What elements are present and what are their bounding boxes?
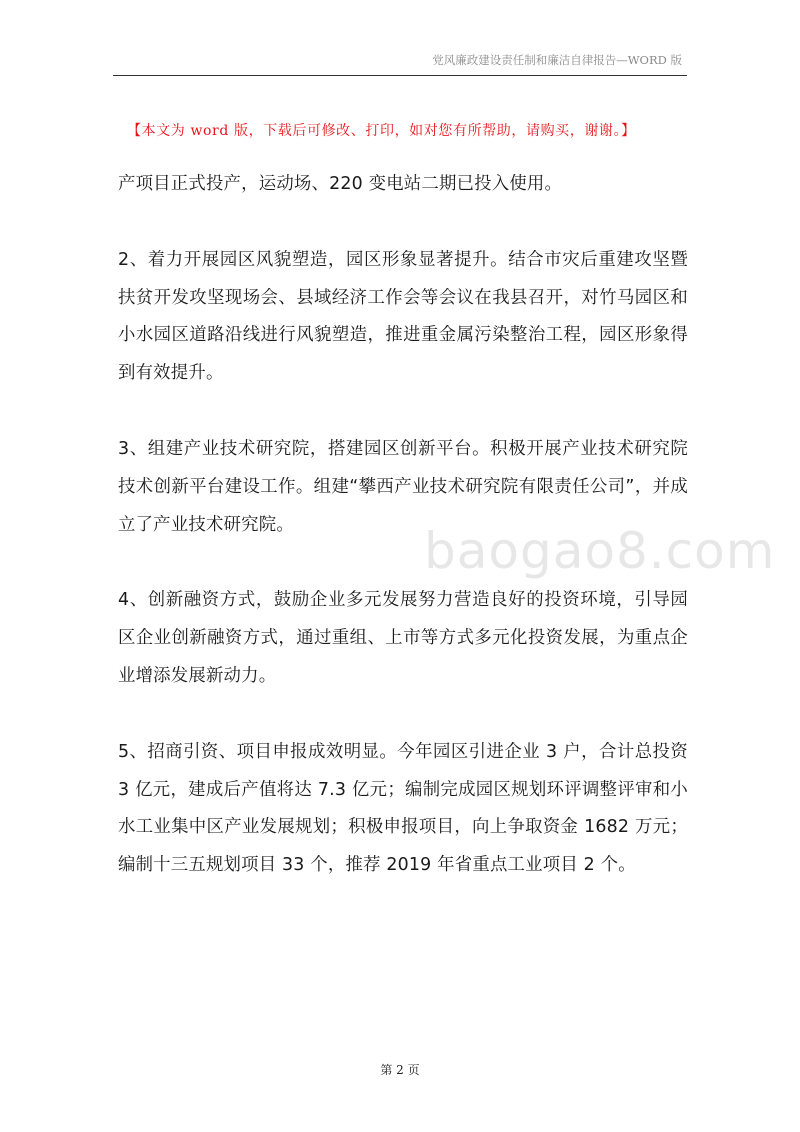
paragraph-3: 3、组建产业技术研究院，搭建园区创新平台。积极开展产业技术研究院技术创新平台建设工作。组建“攀西产业技术研究院有限责任公司”，并成立了产业技术研究院。 xyxy=(118,438,688,535)
watermark: baogao8.com xyxy=(424,522,776,580)
document-header-title: 党风廉政建设责任制和廉洁自律报告—WORD 版 xyxy=(432,53,682,67)
paragraph-4: 4、创新融资方式，鼓励企业多元发展努力营造良好的投资环境，引导园区企业创新融资方式，通过重组、上市等方式多元化投资发展，为重点企业增添发展新动力。 xyxy=(118,590,688,686)
paragraph-1: 产项目正式投产，运动场、220 变电站二期已投入使用。 xyxy=(118,174,563,194)
page-number: 第 2 页 xyxy=(380,1063,420,1077)
document-body xyxy=(118,166,688,885)
paragraph-5: 5、招商引资、项目申报成效明显。今年园区引进企业 3 户，合计总投资 3 亿元，建成后产值将达 7.3 亿元；编制完成园区规划环评调整评审和小水工业集中区产业发展规划；积极申报项目，向上争取资金 1682 万元；编制十三五规划项目 33 个，推荐 2019 年省重点工业项目 2 个。 xyxy=(118,741,688,876)
header-divider xyxy=(113,75,687,76)
purchase-notice: 【本文为 word 版，下载后可修改、打印，如对您有所帮助，请购买，谢谢。】 xyxy=(127,123,636,139)
paragraph-2: 2、着力开展园区风貌塑造，园区形象显著提升。结合市灾后重建攻坚暨扶贫开发攻坚现场会、县域经济工作会等会议在我县召开，对竹马园区和小水园区道路沿线进行风貌塑造，推进重金属污染整治工程，园区形象得到有效提升。 xyxy=(118,249,688,384)
